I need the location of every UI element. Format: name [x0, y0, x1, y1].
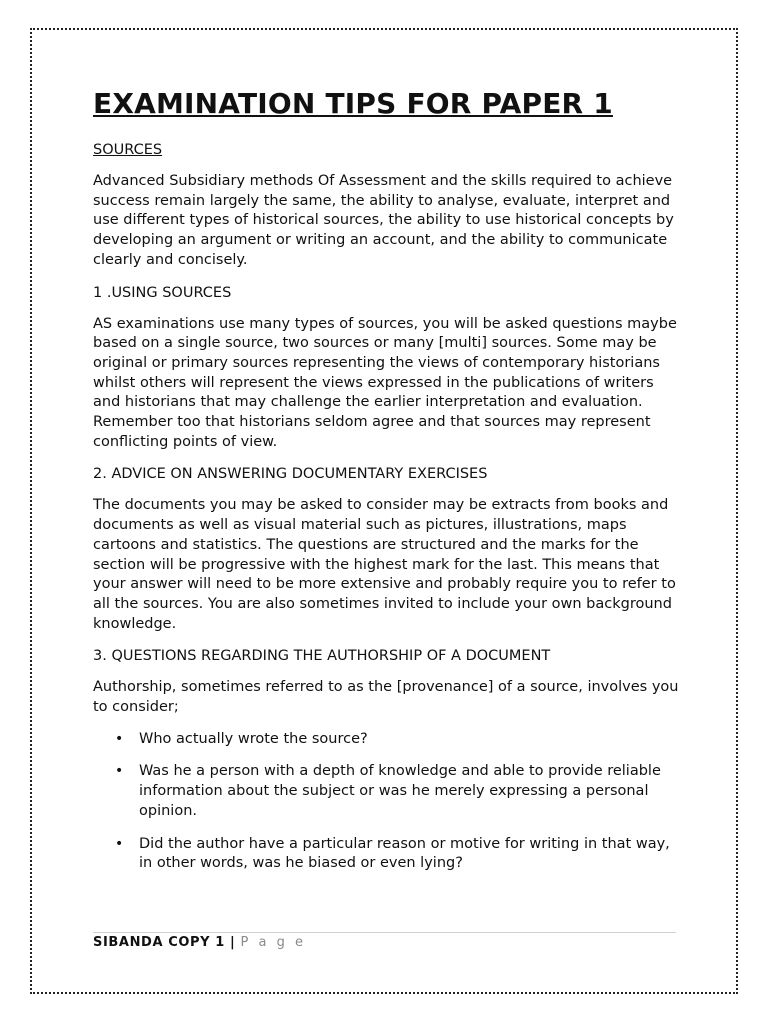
- bullet-icon: •: [115, 763, 124, 780]
- list-item: [93, 730, 683, 750]
- intro-paragraph: Advanced Subsidiary methods Of Assessment and the skills required to achieve success remain largely the same, the ability to analyse, evaluate, interpret and use different types of historical sources, the ability to use historical concepts by developing an argument or writing an account, and the ability to communicate clearly and concisely.: [93, 173, 674, 268]
- document-body: [93, 86, 683, 887]
- list-item-text: Did the author have a particular reason or motive for writing in that way, in other words, was he biased or even lying?: [139, 835, 670, 872]
- list-item: [93, 762, 683, 821]
- list-item: [93, 835, 683, 874]
- list-item-text: Who actually wrote the source?: [139, 730, 368, 747]
- section-body-documentary-exercises: The documents you may be asked to consider may be extracts from books and documents as well as visual material such as pictures, illustrations, maps cartoons and statistics. The questions are structured and the marks for the section will be progressive with the highest mark for the last. This means that your answer will need to be more extensive and probably require you to refer to all the sources. You are also sometimes invited to include your own background knowledge.: [93, 497, 676, 632]
- bullet-icon: •: [115, 730, 124, 747]
- section-heading-authorship: 3. QUESTIONS REGARDING THE AUTHORSHIP OF A DOCUMENT: [93, 648, 551, 665]
- footer-page-label: P a g e: [240, 935, 306, 950]
- footer-document-label: SIBANDA COPY 1 |: [93, 935, 241, 950]
- section-heading-documentary-exercises: 2. ADVICE ON ANSWERING DOCUMENTARY EXERCISES: [93, 466, 488, 483]
- bullet-icon: •: [115, 835, 124, 852]
- section-body-using-sources: AS examinations use many types of sources, you will be asked questions maybe based on a single source, two sources or many [multi] sources. Some may be original or primary sources representing the views of contemporary historians whilst others will represent the views expressed in the publications of writers and historians that may challenge the earlier interpretation and evaluation. Remember too that historians seldom agree and that sources may represent conflicting points of view.: [93, 315, 677, 450]
- page-footer: [93, 934, 306, 952]
- page-title: EXAMINATION TIPS FOR PAPER 1: [93, 87, 613, 120]
- section-heading-using-sources: 1 .USING SOURCES: [93, 284, 232, 301]
- section-body-authorship: Authorship, sometimes referred to as the [provenance] of a source, involves you to consider;: [93, 679, 679, 716]
- footer-divider: [93, 932, 676, 933]
- authorship-question-list: [93, 730, 683, 874]
- sources-heading: SOURCES: [93, 142, 163, 158]
- list-item-text: Was he a person with a depth of knowledge and able to provide reliable information about the subject or was he merely expressing a personal opinion.: [139, 763, 661, 819]
